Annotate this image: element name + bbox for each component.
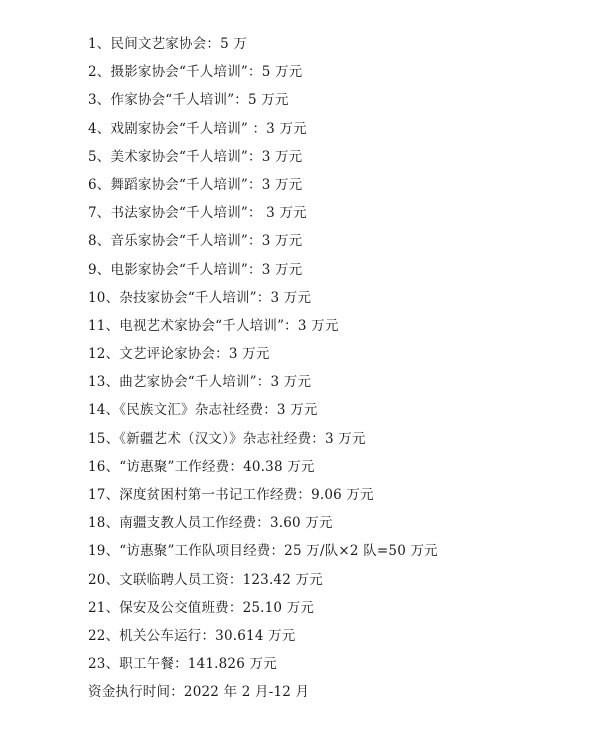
- list-item: 10、杂技家协会“千人培训”：3 万元: [88, 289, 312, 306]
- list-item: 11、电视艺术家协会“千人培训”：3 万元: [88, 317, 339, 334]
- execution-period-text: 资金执行时间：2022 年 2 月-12 月: [88, 684, 310, 700]
- funding-list: [88, 34, 438, 682]
- list-item: 14、《民族文汇》杂志社经费：3 万元: [88, 402, 318, 419]
- list-item: 4、戏剧家协会“千人培训” ：3 万元: [88, 120, 307, 137]
- list-item: 15、《新疆艺术（汉文）》杂志社经费：3 万元: [88, 430, 366, 447]
- list-item: 3、作家协会“千人培训”：5 万元: [88, 92, 289, 109]
- list-item: 18、南疆支教人员工作经费：3.60 万元: [88, 515, 333, 532]
- list-item: 16、“访惠聚”工作经费：40.38 万元: [88, 458, 315, 475]
- list-item: 6、舞蹈家协会“千人培训”：3 万元: [88, 176, 303, 193]
- list-item: 17、深度贫困村第一书记工作经费：9.06 万元: [88, 487, 374, 503]
- list-item: 8、音乐家协会“千人培训”：3 万元: [88, 233, 303, 250]
- list-item: 20、文联临聘人员工资：123.42 万元: [88, 571, 323, 588]
- list-item: 5、美术家协会“千人培训”：3 万元: [88, 148, 303, 165]
- list-item: 7、书法家协会“千人培训”： 3 万元: [88, 205, 307, 222]
- list-item: 19、“访惠聚”工作队项目经费：25 万/队×2 队=50 万元: [88, 543, 438, 560]
- list-item: 13、曲艺家协会“千人培训”：3 万元: [88, 374, 312, 391]
- list-item: 21、保安及公交值班费：25.10 万元: [88, 599, 315, 616]
- list-item: 12、文艺评论家协会：3 万元: [88, 346, 270, 363]
- list-item: 23、职工午餐：141.826 万元: [88, 656, 277, 673]
- list-item: 1、民间文艺家协会：5 万: [88, 36, 248, 52]
- list-item: 2、摄影家协会“千人培训”：5 万元: [88, 64, 303, 81]
- list-item: 9、电影家协会“千人培训”：3 万元: [88, 261, 303, 278]
- list-item: 22、机关公车运行：30.614 万元: [88, 627, 296, 644]
